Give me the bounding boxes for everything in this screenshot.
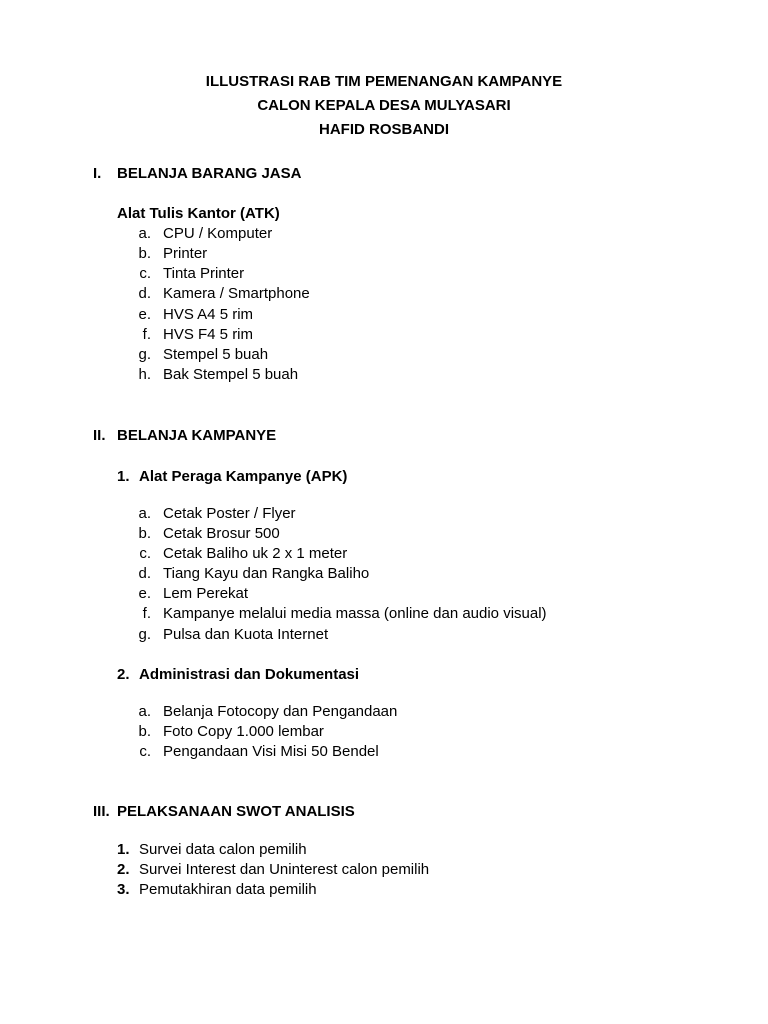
list-item-label: 2.: [117, 861, 130, 878]
list-item: Kampanye melalui media massa (online dan audio visual): [163, 605, 547, 622]
list-item: Foto Copy 1.000 lembar: [163, 723, 324, 740]
subsection-number: 1.: [117, 468, 130, 485]
section-2-heading: BELANJA KAMPANYE: [117, 427, 277, 444]
list-item: Tiang Kayu dan Rangka Baliho: [163, 565, 370, 582]
list-item: Pemutakhiran data pemilih: [139, 881, 317, 898]
list-item: Tinta Printer: [163, 265, 245, 282]
section-3-heading: PELAKSANAAN SWOT ANALISIS: [117, 803, 355, 820]
list-item: Printer: [163, 245, 208, 262]
list-item: Cetak Baliho uk 2 x 1 meter: [163, 545, 348, 562]
list-item-label: d.: [138, 565, 151, 582]
subsection-heading-admin: Administrasi dan Dokumentasi: [139, 666, 360, 683]
list-item: Stempel 5 buah: [163, 346, 269, 363]
section-1-subheading: Alat Tulis Kantor (ATK): [117, 205, 280, 222]
document-title-line-2: CALON KEPALA DESA MULYASARI: [257, 97, 511, 114]
section-2-numeral: II.: [93, 427, 106, 444]
list-item-label: g.: [138, 346, 151, 363]
list-item: Survei Interest dan Uninterest calon pemilih: [139, 861, 430, 878]
list-item: Pengandaan Visi Misi 50 Bendel: [163, 743, 379, 760]
list-item-label: 1.: [117, 841, 130, 858]
list-item: Pulsa dan Kuota Internet: [163, 626, 329, 643]
list-item: Survei data calon pemilih: [139, 841, 307, 858]
list-item: Lem Perekat: [163, 585, 249, 602]
list-item-label: e.: [138, 585, 151, 602]
list-item-label: g.: [138, 626, 151, 643]
list-item: Cetak Poster / Flyer: [163, 505, 296, 522]
list-item-label: c.: [139, 743, 151, 760]
list-item: Bak Stempel 5 buah: [163, 366, 299, 383]
list-item-label: c.: [139, 545, 151, 562]
list-item-label: f.: [142, 605, 151, 622]
list-item-label: a.: [138, 505, 151, 522]
subsection-heading-apk: Alat Peraga Kampanye (APK): [139, 468, 348, 485]
list-item: Belanja Fotocopy dan Pengandaan: [163, 703, 398, 720]
list-item: CPU / Komputer: [163, 225, 273, 242]
list-item-label: b.: [138, 245, 151, 262]
section-1-numeral: I.: [93, 165, 102, 182]
section-3-numeral: III.: [93, 803, 110, 820]
list-item: Kamera / Smartphone: [163, 285, 310, 302]
list-item-label: 3.: [117, 881, 130, 898]
list-item: HVS F4 5 rim: [163, 326, 254, 343]
document-title-line-3: HAFID ROSBANDI: [319, 121, 449, 138]
list-item-label: h.: [138, 366, 151, 383]
list-item-label: b.: [138, 525, 151, 542]
list-item-label: c.: [139, 265, 151, 282]
list-item-label: a.: [138, 225, 151, 242]
document-title-line-1: ILLUSTRASI RAB TIM PEMENANGAN KAMPANYE: [205, 73, 563, 90]
list-item: HVS A4 5 rim: [163, 306, 254, 323]
list-item-label: e.: [138, 306, 151, 323]
list-item-label: d.: [138, 285, 151, 302]
subsection-number: 2.: [117, 666, 130, 683]
list-item-label: b.: [138, 723, 151, 740]
list-item-label: f.: [142, 326, 151, 343]
section-1-heading: BELANJA BARANG JASA: [117, 165, 302, 182]
list-item: Cetak Brosur 500: [163, 525, 280, 542]
list-item-label: a.: [138, 703, 151, 720]
